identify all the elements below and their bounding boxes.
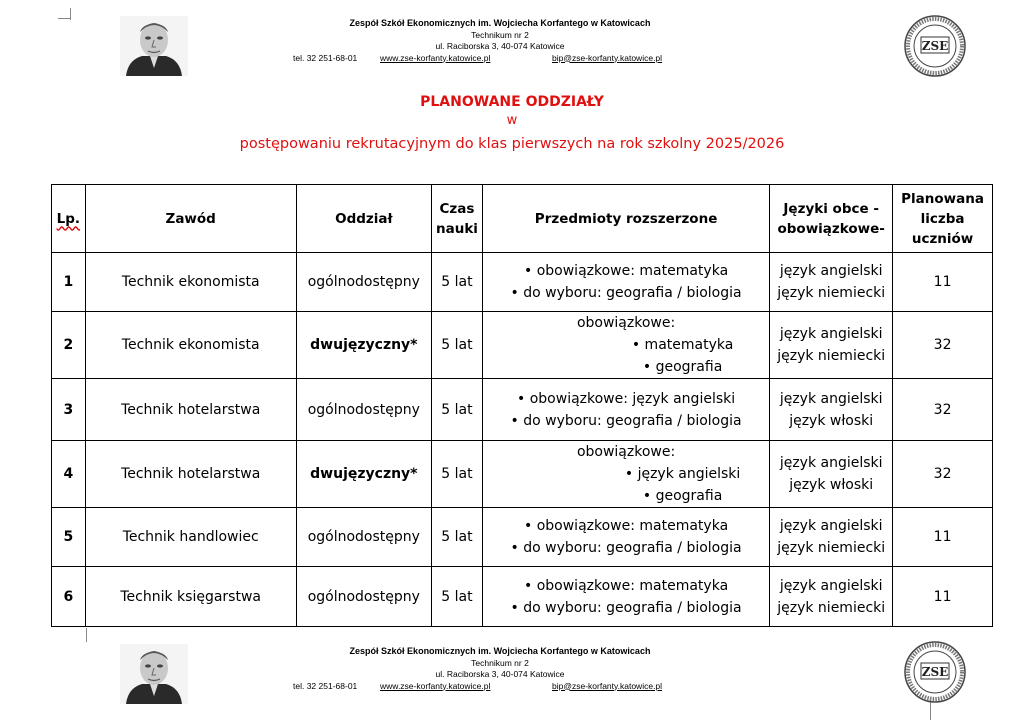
email-link[interactable]: bip@zse-korfanty.katowice.pl <box>552 680 663 691</box>
przedmioty-line: • geografia <box>642 488 723 504</box>
cell-przedmioty <box>482 567 769 627</box>
jezyk-line: język angielski <box>779 263 883 279</box>
przedmioty-line: • matematyka <box>631 337 734 353</box>
cell-lp: 1 <box>52 253 86 312</box>
cell-oddzial: dwujęzyczny* <box>296 312 431 379</box>
cell-zawod: Technik księgarstwa <box>85 567 296 627</box>
website-link[interactable]: www.zse-korfanty.katowice.pl <box>380 52 491 63</box>
table-row <box>52 508 993 567</box>
cell-lp: 5 <box>52 508 86 567</box>
cell-czas: 5 lat <box>431 312 482 379</box>
cell-liczba: 32 <box>893 379 993 441</box>
przedmioty-line: • obowiązkowe: matematyka <box>524 518 729 534</box>
jezyk-line: język włoski <box>789 477 874 493</box>
cell-jezyki <box>770 441 893 508</box>
cell-jezyki <box>770 312 893 379</box>
cell-czas: 5 lat <box>431 253 482 312</box>
cell-przedmioty <box>482 441 769 508</box>
technikum-name: Technikum nr 2 <box>471 29 529 40</box>
seal-text: ZSE <box>921 665 949 679</box>
phone-number: tel. 32 251-68-01 <box>293 680 358 691</box>
przedmioty-line: • do wyboru: geografia / biologia <box>510 599 742 616</box>
header-text <box>240 646 760 693</box>
jezyk-line: język niemiecki <box>777 540 886 556</box>
przedmioty-line: • język angielski <box>624 466 741 482</box>
cell-zawod: Technik handlowiec <box>85 508 296 567</box>
cell-oddzial: ogólnodostępny <box>296 508 431 567</box>
school-name: Zespół Szkół Ekonomicznych im. Wojciecha Korfantego w Katowicach <box>349 646 651 656</box>
cell-liczba: 11 <box>893 508 993 567</box>
patron-portrait-image <box>120 16 188 76</box>
table-header-row <box>52 185 993 253</box>
table-row <box>52 567 993 627</box>
school-address: ul. Raciborska 3, 40-074 Katowice <box>435 669 565 679</box>
header-jezyki: Języki obce -obowiązkowe- <box>770 185 893 253</box>
phone-number: tel. 32 251-68-01 <box>293 52 358 63</box>
jezyk-line: język angielski <box>779 518 883 534</box>
technikum-name: Technikum nr 2 <box>471 657 529 668</box>
cell-przedmioty <box>482 508 769 567</box>
przedmioty-line: • do wyboru: geografia / biologia <box>510 412 742 429</box>
cell-czas: 5 lat <box>431 567 482 627</box>
table-row <box>52 379 993 441</box>
header-lp: Lp. <box>52 185 86 253</box>
cell-lp: 2 <box>52 312 86 379</box>
cell-liczba: 32 <box>893 312 993 379</box>
cell-jezyki <box>770 379 893 441</box>
cell-zawod: Technik ekonomista <box>85 312 296 379</box>
page-title: PLANOWANE ODDZIAŁY <box>420 94 604 110</box>
cell-czas: 5 lat <box>431 379 482 441</box>
school-seal-logo <box>903 640 967 704</box>
jezyk-line: język włoski <box>789 412 874 429</box>
cell-liczba: 11 <box>893 253 993 312</box>
przedmioty-line: • do wyboru: geografia / biologia <box>510 540 742 556</box>
contact-line <box>240 681 760 693</box>
cell-zawod: Technik ekonomista <box>85 253 296 312</box>
cell-zawod: Technik hotelarstwa <box>85 379 296 441</box>
recruitment-table <box>51 184 993 627</box>
page-header-repeat <box>0 640 1024 702</box>
jezyk-line: język angielski <box>779 455 883 471</box>
cell-liczba: 11 <box>893 567 993 627</box>
cell-liczba: 32 <box>893 441 993 508</box>
jezyk-line: język angielski <box>779 326 883 342</box>
przedmioty-line: • obowiązkowe: język angielski <box>517 390 736 407</box>
cell-jezyki <box>770 508 893 567</box>
seal-text: ZSE <box>921 39 949 53</box>
table-row <box>52 312 993 379</box>
school-seal-logo <box>903 14 967 78</box>
cell-oddzial: ogólnodostępny <box>296 253 431 312</box>
cell-jezyki <box>770 253 893 312</box>
cell-oddzial: ogólnodostępny <box>296 567 431 627</box>
school-name: Zespół Szkół Ekonomicznych im. Wojciecha Korfantego w Katowicach <box>349 18 651 28</box>
cell-czas: 5 lat <box>431 441 482 508</box>
page-subtitle: postępowaniu rekrutacyjnym do klas pierwszych na rok szkolny 2025/2026 <box>239 136 785 152</box>
header-oddzial: Oddział <box>296 185 431 253</box>
cell-przedmioty <box>482 312 769 379</box>
przedmioty-line: • do wyboru: geografia / biologia <box>510 285 742 301</box>
email-link[interactable]: bip@zse-korfanty.katowice.pl <box>552 52 663 63</box>
przedmioty-line: • obowiązkowe: matematyka <box>524 577 729 594</box>
cell-lp: 6 <box>52 567 86 627</box>
cell-przedmioty <box>482 253 769 312</box>
cell-lp: 3 <box>52 379 86 441</box>
website-link[interactable]: www.zse-korfanty.katowice.pl <box>380 680 491 691</box>
przedmioty-line: • obowiązkowe: matematyka <box>524 263 729 279</box>
header-planowana: Planowana liczba uczniów <box>893 185 993 253</box>
title-block <box>0 92 1024 158</box>
header-zawod: Zawód <box>85 185 296 253</box>
cell-oddzial: ogólnodostępny <box>296 379 431 441</box>
cell-zawod: Technik hotelarstwa <box>85 441 296 508</box>
cell-jezyki <box>770 567 893 627</box>
table-row <box>52 253 993 312</box>
patron-portrait-image <box>120 644 188 704</box>
przedmioty-heading: obowiązkowe: <box>576 444 676 460</box>
jezyk-line: język angielski <box>779 577 883 594</box>
jezyk-line: język niemiecki <box>777 285 886 301</box>
page-header <box>0 14 1024 76</box>
header-text <box>240 18 760 65</box>
school-address: ul. Raciborska 3, 40-074 Katowice <box>435 41 565 51</box>
contact-line <box>240 53 760 65</box>
jezyk-line: język niemiecki <box>777 348 886 364</box>
header-przedmioty: Przedmioty rozszerzone <box>482 185 769 253</box>
przedmioty-line: • geografia <box>642 359 723 375</box>
przedmioty-heading: obowiązkowe: <box>576 315 676 331</box>
cell-czas: 5 lat <box>431 508 482 567</box>
cell-oddzial: dwujęzyczny* <box>296 441 431 508</box>
title-connector: w <box>506 113 518 128</box>
jezyk-line: język niemiecki <box>777 599 886 616</box>
cell-lp: 4 <box>52 441 86 508</box>
header-czas: Czas nauki <box>431 185 482 253</box>
cell-przedmioty <box>482 379 769 441</box>
table-row <box>52 441 993 508</box>
jezyk-line: język angielski <box>779 390 883 407</box>
